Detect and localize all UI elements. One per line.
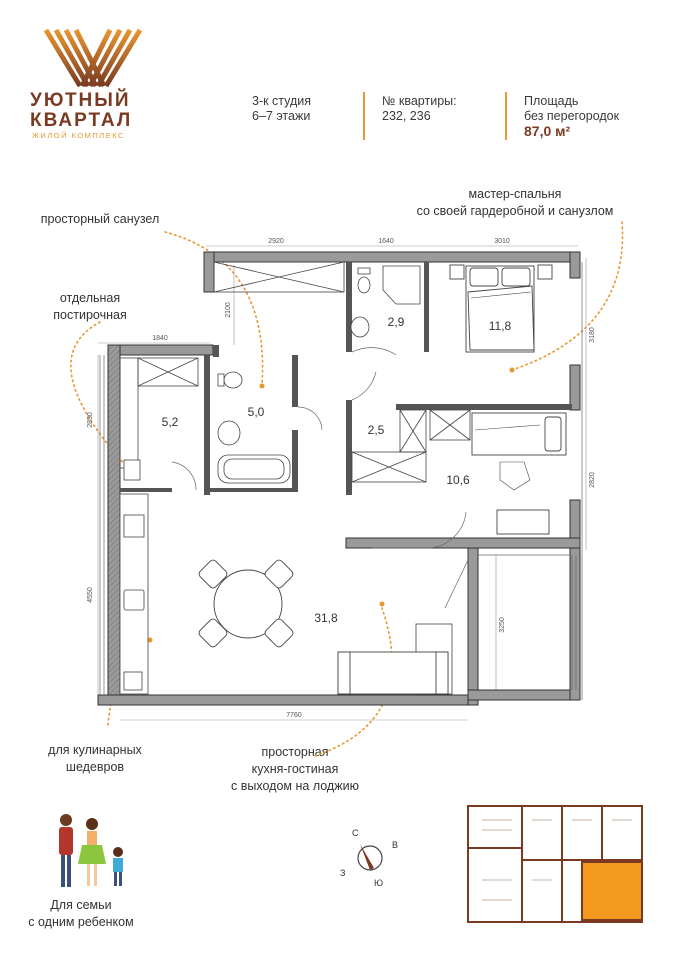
callout-kitchen-line1: для кулинарных bbox=[48, 743, 142, 757]
dim-1640: 1640 bbox=[378, 238, 394, 245]
type-line1: 3-к студия bbox=[252, 94, 312, 108]
apt-label: № квартиры: bbox=[382, 94, 457, 108]
dim-2820: 2820 bbox=[589, 472, 596, 488]
room-area-wardrobe: 2,5 bbox=[367, 423, 385, 437]
callout-living-line1: просторная bbox=[261, 745, 329, 759]
room-area-laundry: 5,2 bbox=[161, 415, 179, 429]
dim-7760: 7760 bbox=[286, 712, 302, 719]
dim-4550: 4550 bbox=[87, 587, 94, 603]
brand-name-line1: УЮТНЫЙ bbox=[30, 90, 131, 111]
area-label2: без перегородок bbox=[524, 109, 620, 123]
apt-numbers: 232, 236 bbox=[382, 109, 431, 123]
room-area-bedroom1: 11,8 bbox=[488, 319, 512, 333]
callout-master-line2: со своей гардеробной и санузлом bbox=[416, 204, 614, 218]
compass-east: В bbox=[392, 840, 399, 850]
callout-living-line2: кухня-гостиная bbox=[251, 762, 339, 776]
callout-bathroom: просторный санузел bbox=[40, 212, 160, 226]
callout-laundry-line1: отдельная bbox=[59, 291, 121, 305]
brand-name-line2: КВАРТАЛ bbox=[30, 110, 133, 131]
callout-kitchen-line2: шедевров bbox=[65, 760, 125, 774]
callout-master-line1: мастер-спальня bbox=[468, 187, 562, 201]
room-area-bedroom2: 10,6 bbox=[446, 473, 470, 487]
dim-1840: 1840 bbox=[152, 335, 168, 342]
compass-west: З bbox=[340, 868, 346, 878]
area-value: 87,0 м² bbox=[524, 123, 571, 139]
family-icon bbox=[42, 812, 152, 892]
area-label1: Площадь bbox=[524, 94, 579, 108]
floor-keyplan-icon bbox=[462, 800, 652, 930]
room-area-bath: 5,0 bbox=[247, 405, 265, 419]
dim-3010: 3010 bbox=[494, 238, 510, 245]
dim-3180: 3180 bbox=[589, 327, 596, 343]
dim-3250: 3250 bbox=[499, 617, 506, 633]
family-caption-line2: с одним ребенком bbox=[28, 915, 134, 929]
room-area-master-bath: 2,9 bbox=[387, 315, 405, 329]
brand-tagline: ЖИЛОЙ КОМПЛЕКС bbox=[32, 131, 125, 140]
dim-2920: 2920 bbox=[268, 238, 284, 245]
room-area-living: 31,8 bbox=[314, 611, 338, 625]
compass-icon bbox=[330, 822, 410, 892]
compass-north: С bbox=[352, 828, 359, 838]
family-caption bbox=[26, 897, 136, 931]
callout-living-line3: с выходом на лоджию bbox=[231, 779, 359, 793]
callout-laundry-line2: постирочная bbox=[53, 308, 127, 322]
compass-south: Ю bbox=[374, 878, 384, 888]
dim-2100: 2100 bbox=[225, 302, 232, 318]
dining-set bbox=[197, 558, 294, 648]
type-line2: 6–7 этажи bbox=[252, 109, 311, 123]
family-caption-line1: Для семьи bbox=[50, 898, 112, 912]
dim-2850: 2850 bbox=[87, 412, 94, 428]
